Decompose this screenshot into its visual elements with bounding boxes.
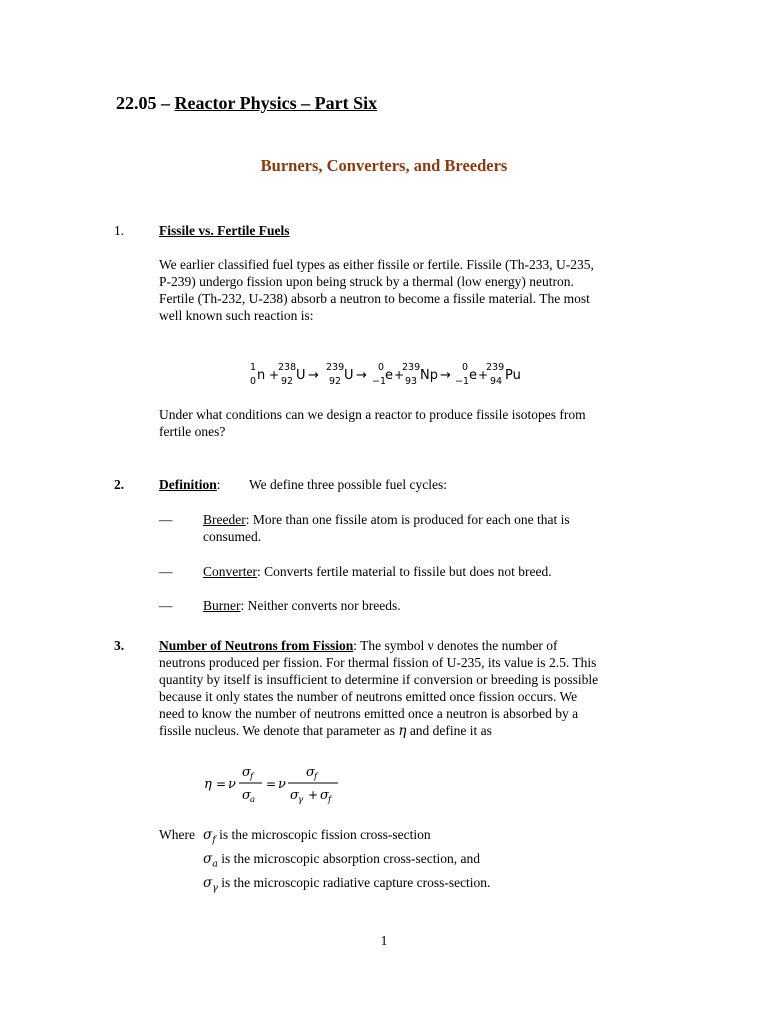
formula-plus: +	[308, 788, 319, 802]
eq-arrow: →	[440, 368, 451, 383]
sigma-symbol: σ	[203, 827, 213, 843]
term-burner: Burner	[203, 598, 241, 613]
paragraph-line: Fertile (Th-232, U-238) absorb a neutron to become a fissile material. The most	[159, 291, 590, 306]
definition-text: is the microscopic fission cross-section	[219, 827, 431, 842]
eq-u239-charge: 92	[329, 376, 342, 387]
formula-nu: ν	[278, 777, 286, 792]
formula-eta: η	[204, 777, 212, 792]
eq-e1-mass: 0	[378, 362, 385, 373]
section-2-number: 2.	[114, 477, 125, 492]
definition-sigma-f	[203, 826, 431, 849]
eq-np-mass: 239	[402, 362, 421, 373]
paragraph-line: well known such reaction is:	[159, 308, 314, 323]
formula-sub-f: f	[328, 795, 332, 805]
formula-sub-gamma: γ	[298, 795, 304, 805]
definition-sigma-gamma	[203, 874, 490, 897]
section-3-heading: Number of Neutrons from Fission	[159, 638, 354, 653]
where-label: Where	[159, 827, 195, 842]
paragraph-line: fertile ones?	[159, 424, 226, 439]
section-2-heading-line	[159, 476, 221, 493]
eq-pu-symbol: Pu	[505, 368, 521, 383]
fuel-cycle-burner	[203, 597, 643, 614]
definition-text: is the microscopic absorption cross-section, and	[221, 851, 480, 866]
fuel-cycle-converter	[203, 563, 643, 580]
formula-sigma: σ	[242, 765, 251, 780]
sigma-symbol: σ	[203, 875, 213, 891]
formula-sigma: σ	[290, 788, 299, 803]
eq-plus: +	[269, 368, 280, 382]
definition-text: is the microscopic radiative capture cross-section.	[221, 875, 491, 890]
formula-sigma: σ	[242, 788, 251, 803]
eq-u239-mass: 239	[326, 362, 345, 373]
eq-u239-symbol: U	[344, 368, 354, 383]
paragraph-line: and define it as	[406, 723, 492, 738]
eq-arrow: →	[356, 368, 367, 383]
paragraph-line: : The symbol ν denotes the number of	[353, 638, 558, 653]
reaction-equation	[248, 360, 568, 390]
sigma-subscript: a	[212, 858, 218, 870]
eq-pu-mass: 239	[486, 362, 505, 373]
eq-plus: +	[478, 368, 489, 382]
section-3-number: 3.	[114, 638, 125, 653]
eq-e2-charge: −1	[455, 376, 470, 387]
paragraph-line: because it only states the number of neutrons emitted once fission occurs. We	[159, 689, 578, 704]
sigma-subscript: f	[212, 834, 216, 846]
eq-np-symbol: Np	[420, 368, 438, 383]
eq-np-charge: 93	[405, 376, 418, 387]
eq-n-symbol: n	[257, 368, 266, 383]
eq-pu-charge: 94	[490, 376, 503, 387]
formula-sub-f: f	[250, 772, 254, 782]
section-2-intro: We define three possible fuel cycles:	[249, 477, 447, 492]
eta-symbol: η	[398, 723, 407, 739]
eq-u238-mass: 238	[278, 362, 297, 373]
eq-e2-mass: 0	[462, 362, 469, 373]
paragraph-line: need to know the number of neutrons emitted once a neutron is absorbed by a	[159, 706, 579, 721]
formula-equals: =	[266, 777, 277, 791]
eq-e1-charge: −1	[372, 376, 387, 387]
formula-sub-f: f	[314, 772, 318, 782]
eta-formula	[202, 760, 352, 806]
section-1-question	[159, 406, 659, 440]
paragraph-line: fissile nucleus. We denote that parameter as	[159, 723, 395, 738]
bullet-dash: —	[159, 564, 173, 579]
section-1-number: 1.	[114, 223, 125, 238]
formula-equals: =	[216, 777, 227, 791]
page-number: 1	[380, 933, 388, 948]
eq-arrow: →	[308, 368, 319, 383]
eq-u238-symbol: U	[296, 368, 306, 383]
title-number: 22.05 –	[116, 93, 170, 113]
definition-sigma-a	[203, 850, 480, 873]
sigma-symbol: σ	[203, 851, 213, 867]
eq-u238-charge: 92	[281, 376, 294, 387]
term-converter: Converter	[203, 564, 257, 579]
sigma-subscript: γ	[212, 882, 218, 894]
paragraph-line: P-239) undergo fission upon being struck by a thermal (low energy) neutron.	[159, 274, 574, 289]
paragraph-line: Under what conditions can we design a reactor to produce fissile isotopes from	[159, 407, 586, 422]
paragraph-line: We earlier classified fuel types as either fissile or fertile. Fissile (Th-233, U-235,	[159, 257, 594, 272]
eq-e2-symbol: e	[469, 368, 477, 383]
definition-text: : Neither converts nor breeds.	[240, 598, 401, 613]
definition-text: consumed.	[203, 529, 262, 544]
paragraph-line: quantity by itself is insufficient to determine if conversion or breeding is possible	[159, 672, 599, 687]
section-3-paragraph	[159, 637, 659, 740]
definition-text: : Converts fertile material to fissile but does not breed.	[256, 564, 552, 579]
formula-sigma: σ	[320, 788, 329, 803]
fuel-cycle-breeder	[203, 511, 643, 545]
bullet-dash: —	[159, 512, 173, 527]
section-2-colon: :	[216, 477, 221, 492]
formula-sigma: σ	[306, 765, 315, 780]
section-2-heading: Definition	[159, 477, 217, 492]
paragraph-line: neutrons produced per fission. For thermal fission of U-235, its value is 2.5. This	[159, 655, 597, 670]
definition-text: : More than one fissile atom is produced for each one that is	[245, 512, 570, 527]
section-1-paragraph	[159, 256, 659, 324]
term-breeder: Breeder	[203, 512, 246, 527]
eq-n-mass: 1	[250, 362, 257, 373]
eq-n-charge: 0	[250, 376, 257, 387]
page-title	[116, 92, 377, 114]
page-subtitle: Burners, Converters, and Breeders	[260, 156, 508, 175]
formula-sub-a: a	[250, 795, 256, 805]
eq-e1-symbol: e	[385, 368, 393, 383]
formula-nu: ν	[228, 777, 236, 792]
title-text: Reactor Physics – Part Six	[174, 93, 378, 113]
eq-plus: +	[394, 368, 405, 382]
bullet-dash: —	[159, 598, 173, 613]
section-1-heading: Fissile vs. Fertile Fuels	[159, 223, 290, 238]
